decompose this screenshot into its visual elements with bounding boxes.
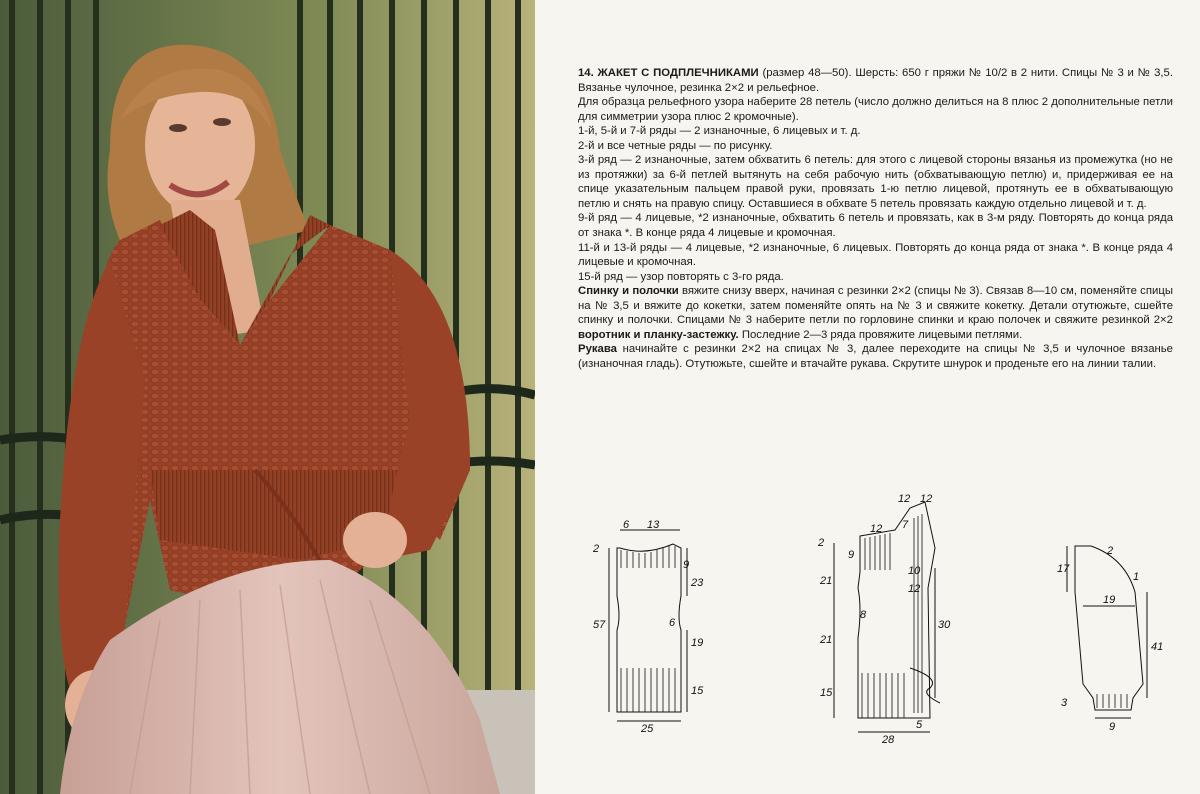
- back-pattern-diagram: [585, 488, 725, 738]
- sleeves-section: Рукава начинайте с резинки 2×2 на спицах № 3, далее переходите на спицы № 3,5 и чулочное вязанье (изнаночная гладь). Отутюжьте, сшейте и втачайте рукава. Скрутите шнурок и проденьте его на линии талии.: [578, 343, 1173, 370]
- dimension-label: 7: [902, 519, 909, 531]
- dimension-label: 21: [820, 575, 833, 587]
- dimension-label: 10: [908, 565, 921, 577]
- front-pattern-diagram: [810, 488, 960, 748]
- paragraph: 9-й ряд — 4 лицевые, *2 изнаночные, обхватить 6 петель и провязать, как в 3-м ряду. Повторять до конца ряда от знака *. В конце ряда 4 лицевые и кромочная.: [578, 212, 1173, 240]
- dimension-label: 25: [641, 723, 654, 735]
- collar-title: воротник и планку-застежку.: [578, 328, 739, 341]
- paragraph: 1-й, 5-й и 7-й ряды — 2 изнаночные, 6 лицевых и т. д.: [578, 125, 861, 138]
- sleeve-pattern-diagram: [1055, 488, 1165, 738]
- dimension-label: 57: [593, 619, 606, 631]
- back-and-fronts-title: Спинку и полочки: [578, 285, 679, 298]
- dimension-label: 15: [691, 685, 704, 697]
- dimension-label: 13: [647, 519, 660, 531]
- dimension-label: 19: [1103, 594, 1116, 606]
- dimension-label: 19: [691, 637, 704, 649]
- sleeves-title: Рукава: [578, 343, 617, 356]
- dimension-label: 12: [870, 523, 883, 535]
- paragraph: 2-й и все четные ряды — по рисунку.: [578, 139, 773, 152]
- dimension-label: 15: [820, 687, 833, 699]
- dimension-label: 12: [920, 493, 933, 505]
- dimension-label: 2: [1107, 545, 1114, 557]
- article-heading: 14. ЖАКЕТ С ПОДПЛЕЧНИКАМИ (размер 48—50). Шерсть: 650 г пряжи № 10/2 в 2 нити. Спицы № 3 и № 3,5. Вязанье чулочное, резинка 2×2 и рельефное.: [578, 67, 1173, 94]
- dimension-label: 28: [882, 734, 895, 746]
- dimension-label: 1: [1133, 571, 1140, 583]
- back-and-fronts-section: Спинку и полочки вяжите снизу вверх, начиная с резинки 2×2 (спицы № 3). Связав 8—10 см, поменяйте спицы на № 3,5 и вяжите до кокетки, затем поменяйте опять на № 3 и свяжите кокетку. Детали отутюжьте, сшейте спинку и полочки. Спицами № 3 наберите петли по горловине спинки и краю полочек и свяжите резинкой 2×2 воротник и планку-застежку. Последние 2—3 ряда провяжите лицевыми петлями.: [578, 285, 1173, 341]
- dimension-label: 6: [623, 519, 630, 531]
- dimension-label: 3: [1061, 697, 1068, 709]
- paragraph: Для образца рельефного узора наберите 28 петель (число должно делиться на 8 плюс 2 дополнительные петли для симметрии узора плюс 2 кромочные).: [578, 96, 1173, 123]
- dimension-label: 6: [669, 617, 676, 629]
- dimension-label: 5: [916, 719, 923, 731]
- pattern-instructions: [578, 66, 1173, 371]
- article-intro: (размер 48—50). Шерсть: 650 г пряжи № 10/2 в 2 нити. Спицы № 3 и № 3,5. Вязанье чулочное, резинка 2×2 и рельефное.: [578, 67, 1173, 94]
- dimension-label: 12: [908, 583, 921, 595]
- dimension-label: 9: [1109, 721, 1116, 733]
- dimension-label: 8: [860, 609, 867, 621]
- dimension-label: 2: [818, 537, 825, 549]
- article-title: ЖАКЕТ С ПОДПЛЕЧНИКАМИ: [597, 67, 759, 79]
- dimension-label: 21: [820, 634, 833, 646]
- dimension-label: 9: [848, 549, 855, 561]
- dimension-label: 9: [683, 559, 690, 571]
- dimension-label: 12: [898, 493, 911, 505]
- paragraph: 3-й ряд — 2 изнаночные, затем обхватить 6 петель: для этого с лицевой стороны вязанья из промежутка (но не из протяжки) за 6-й петлей вытянуть на себя рабочую нить (обхватывающую петлю) и, придерживая ее на спице указательным пальцем правой руки, провязать 1-ю петлю лицевой, протянуть ее в обхватывающую петлю и снять на правую спицу. Оставшиеся в обхвате 5 петель провязать каждую отдельно лицевой и т. д.: [578, 154, 1173, 210]
- product-photo: [0, 0, 535, 794]
- dimension-label: 2: [593, 543, 600, 555]
- dimension-label: 17: [1057, 563, 1070, 575]
- paragraph: 15-й ряд — узор повторять с 3-го ряда.: [578, 270, 784, 283]
- dimension-label: 23: [691, 577, 704, 589]
- dimension-label: 41: [1151, 641, 1164, 653]
- dimension-label: 30: [938, 619, 951, 631]
- paragraph: 11-й и 13-й ряды — 4 лицевые, *2 изнаночные, 6 лицевых. Повторять до конца ряда от знака *. В конце ряда 4 лицевые и кромочная.: [578, 241, 1173, 269]
